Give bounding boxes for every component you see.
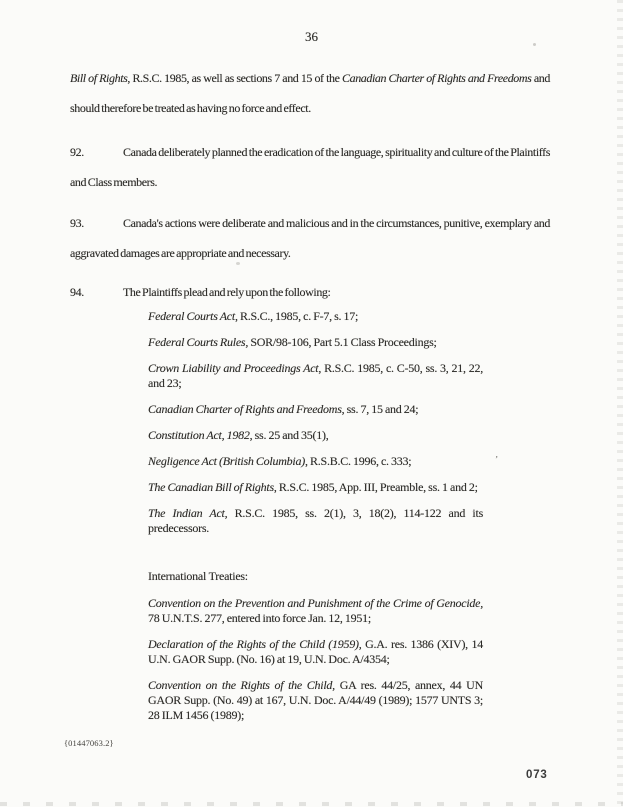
page-content (70, 44, 550, 734)
citation-rest: , ss. 7, 15 and 24; (341, 402, 419, 416)
treaty-item-convention-rights-child (148, 678, 483, 723)
intro-paragraph (70, 63, 550, 123)
scan-edge-noise-right (617, 0, 623, 807)
citation-item-negligence-act (148, 454, 483, 469)
citation-rest: G.A. res. 1386 (XIV), 14 U.N. GAOR Supp. (No. 16) at 19, U.N. Doc. A/4354; (148, 637, 484, 666)
paragraph-number: 94. (70, 285, 84, 299)
citation-title: Federal Courts Rules, (148, 335, 249, 349)
citation-rest: , R.S.C. 1985, c. C-50, ss. 3, 21, 22, and 23; (148, 361, 483, 390)
paragraph-number: 93. (70, 216, 84, 230)
paragraph-text: Canada's actions were deliberate and malicious and in the circumstances, punitive, exemplary and aggravated damages are appropriate and necessary. (70, 216, 550, 260)
citation-rest: 78 U.N.T.S. 277, entered into force Jan. 12, 1951; (148, 611, 371, 625)
citation-item-crown-liability-act (148, 361, 483, 391)
document-control-number: {01447063.2} (64, 738, 114, 748)
citation-rest: , R.S.C. 1985, App. III, Preamble, ss. 1 and 2; (273, 480, 478, 494)
treaties-heading: International Treaties: (148, 569, 248, 583)
paragraph-92 (70, 137, 550, 197)
citation-title: Federal Courts Act (148, 309, 235, 323)
citation-title: Crown Liability and Proceedings Act (148, 361, 319, 375)
bates-stamp: 073 (526, 769, 548, 781)
scan-artifact-speck (533, 43, 536, 46)
citation-title: Convention on the Rights of the Child, (148, 678, 335, 692)
citation-rest: , R.S.B.C. 1996, c. 333; (305, 454, 412, 468)
case-name-italic: Canadian Charter of Rights and Freedoms (341, 71, 532, 85)
citation-title: Constitution Act, 1982 (148, 428, 250, 442)
intro-text-run: , R.S.C. 1985, as well as sections 7 and 15 of the (127, 71, 342, 85)
citation-item-federal-courts-act (148, 309, 483, 324)
scan-edge-noise-bottom (0, 802, 623, 806)
citation-item-constitution-act (148, 428, 483, 443)
citation-title: Negligence Act (British Columbia) (148, 454, 306, 468)
paragraph-94 (70, 277, 550, 307)
paragraph-number: 92. (70, 145, 84, 159)
citation-rest: , R.S.C., 1985, c. F-7, s. 17; (234, 309, 359, 323)
citation-rest: GA res. 44/25, annex, 44 UN GAOR Supp. (No. 49) at 167, U.N. Doc. A/44/49 (1989); 1577 UNTS 3; 28 ILM 1456 (1989); (148, 678, 483, 722)
citation-rest: R.S.C. 1985, ss. 2(1), 3, 18(2), 114-122 and its predecessors. (148, 506, 483, 535)
citation-item-bill-of-rights (148, 480, 483, 495)
citation-item-federal-courts-rules (148, 335, 483, 350)
intro-text-run: and should therefore be treated as having no force and effect. (70, 71, 550, 115)
citation-item-indian-act (148, 506, 483, 536)
citation-list (148, 309, 483, 723)
treaty-item-genocide-convention (148, 596, 483, 626)
citation-title: Canadian Charter of Rights and Freedoms (148, 402, 342, 416)
citation-rest: , ss. 25 and 35(1), (249, 428, 329, 442)
paragraph-93 (70, 208, 550, 268)
treaty-item-declaration-rights-child (148, 637, 483, 667)
citation-rest: SOR/98-106, Part 5.1 Class Proceedings; (248, 335, 437, 349)
citation-title: The Canadian Bill of Rights (148, 480, 274, 494)
citation-item-charter (148, 402, 483, 417)
paragraph-text: The Plaintiffs plead and rely upon the following: (123, 285, 331, 299)
citation-title: Declaration of the Rights of the Child (1959), (148, 637, 362, 651)
case-name-italic: Bill of Rights (70, 71, 128, 85)
scan-artifact-stray-mark: , (495, 448, 499, 460)
page-number: 36 (305, 29, 318, 44)
paragraph-text: Canada deliberately planned the eradication of the language, spirituality and culture of the Plaintiffs and Class members. (70, 145, 550, 189)
scan-artifact-speck (236, 262, 240, 265)
citation-title: The Indian Act, (148, 506, 228, 520)
citation-title: Convention on the Prevention and Punishment of the Crime of Genocide, (148, 596, 483, 610)
